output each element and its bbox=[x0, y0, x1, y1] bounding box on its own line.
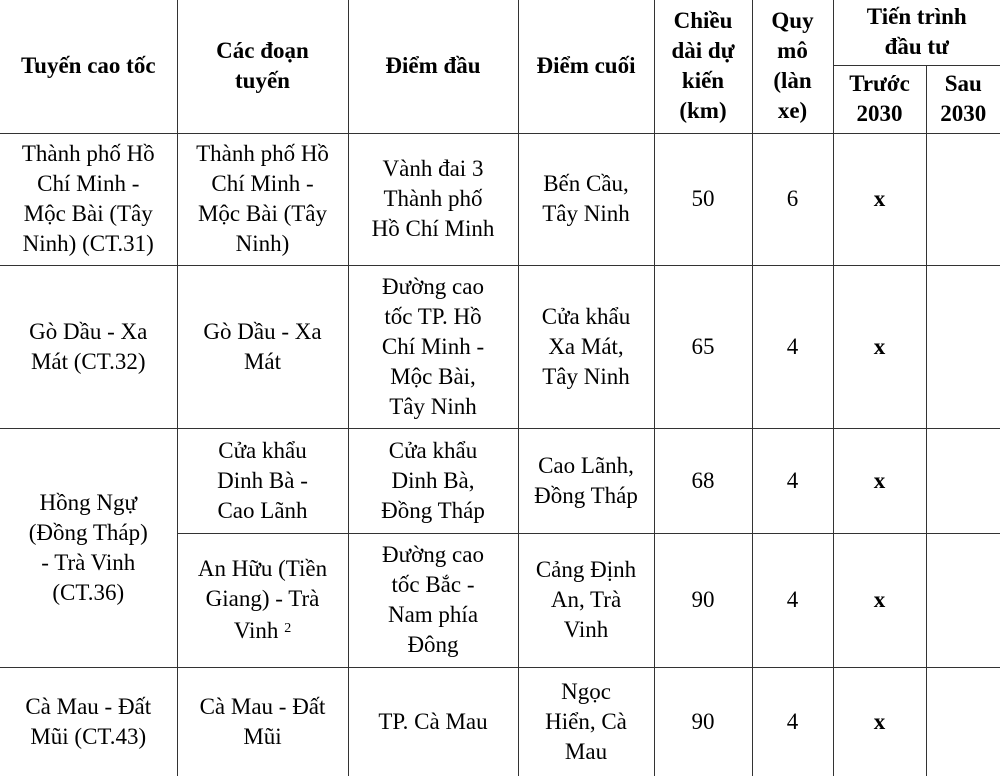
start-cell: Đường cao tốc TP. Hồ Chí Minh - Mộc Bài, Tây Ninh bbox=[348, 265, 518, 428]
before-2030-cell: x bbox=[833, 533, 926, 667]
table-row bbox=[0, 265, 1000, 428]
length-cell: 65 bbox=[654, 265, 752, 428]
header-route: Tuyến cao tốc bbox=[0, 0, 177, 133]
segment-cell: Thành phố Hồ Chí Minh - Mộc Bài (Tây Ninh) bbox=[177, 133, 348, 265]
length-cell: 50 bbox=[654, 133, 752, 265]
after-2030-cell bbox=[926, 533, 1000, 667]
before-2030-cell: x bbox=[833, 265, 926, 428]
route-cell: Cà Mau - Đất Mũi (CT.43) bbox=[0, 667, 177, 776]
start-cell: Cửa khẩu Dinh Bà, Đồng Tháp bbox=[348, 428, 518, 533]
table-row bbox=[0, 133, 1000, 265]
length-cell: 90 bbox=[654, 533, 752, 667]
lanes-cell: 4 bbox=[752, 428, 833, 533]
header-scale: Quy mô (làn xe) bbox=[752, 0, 833, 133]
route-cell: Hồng Ngự (Đồng Tháp) - Trà Vinh (CT.36) bbox=[0, 428, 177, 667]
end-cell: Ngọc Hiển, Cà Mau bbox=[518, 667, 654, 776]
end-cell: Cửa khẩu Xa Mát, Tây Ninh bbox=[518, 265, 654, 428]
segment-cell: Cửa khẩu Dinh Bà - Cao Lãnh bbox=[177, 428, 348, 533]
header-start: Điểm đầu bbox=[348, 0, 518, 133]
header-progress: Tiến trình đầu tư bbox=[833, 0, 1000, 65]
footnote-marker: 2 bbox=[284, 621, 292, 636]
before-2030-cell: x bbox=[833, 133, 926, 265]
route-cell: Thành phố Hồ Chí Minh - Mộc Bài (Tây Ninh) (CT.31) bbox=[0, 133, 177, 265]
segment-cell: Cà Mau - Đất Mũi bbox=[177, 667, 348, 776]
lanes-cell: 4 bbox=[752, 265, 833, 428]
header-after-2030: Sau 2030 bbox=[926, 65, 1000, 133]
start-cell: TP. Cà Mau bbox=[348, 667, 518, 776]
lanes-cell: 6 bbox=[752, 133, 833, 265]
header-length: Chiều dài dự kiến (km) bbox=[654, 0, 752, 133]
table-row bbox=[0, 428, 1000, 533]
length-cell: 90 bbox=[654, 667, 752, 776]
segment-cell: Gò Dầu - Xa Mát bbox=[177, 265, 348, 428]
segment-text: An Hữu (Tiền Giang) - Trà Vinh bbox=[197, 556, 328, 643]
lanes-cell: 4 bbox=[752, 533, 833, 667]
lanes-cell: 4 bbox=[752, 667, 833, 776]
table-row bbox=[0, 667, 1000, 776]
start-cell: Vành đai 3 Thành phố Hồ Chí Minh bbox=[348, 133, 518, 265]
end-cell: Cảng Định An, Trà Vinh bbox=[518, 533, 654, 667]
segment-cell bbox=[177, 533, 348, 667]
length-cell: 68 bbox=[654, 428, 752, 533]
end-cell: Cao Lãnh, Đồng Tháp bbox=[518, 428, 654, 533]
after-2030-cell bbox=[926, 428, 1000, 533]
after-2030-cell bbox=[926, 133, 1000, 265]
route-cell: Gò Dầu - Xa Mát (CT.32) bbox=[0, 265, 177, 428]
header-segments: Các đoạn tuyến bbox=[177, 0, 348, 133]
before-2030-cell: x bbox=[833, 428, 926, 533]
after-2030-cell bbox=[926, 265, 1000, 428]
header-before-2030: Trước 2030 bbox=[833, 65, 926, 133]
after-2030-cell bbox=[926, 667, 1000, 776]
start-cell: Đường cao tốc Bắc - Nam phía Đông bbox=[348, 533, 518, 667]
end-cell: Bến Cầu, Tây Ninh bbox=[518, 133, 654, 265]
header-end: Điểm cuối bbox=[518, 0, 654, 133]
before-2030-cell: x bbox=[833, 667, 926, 776]
